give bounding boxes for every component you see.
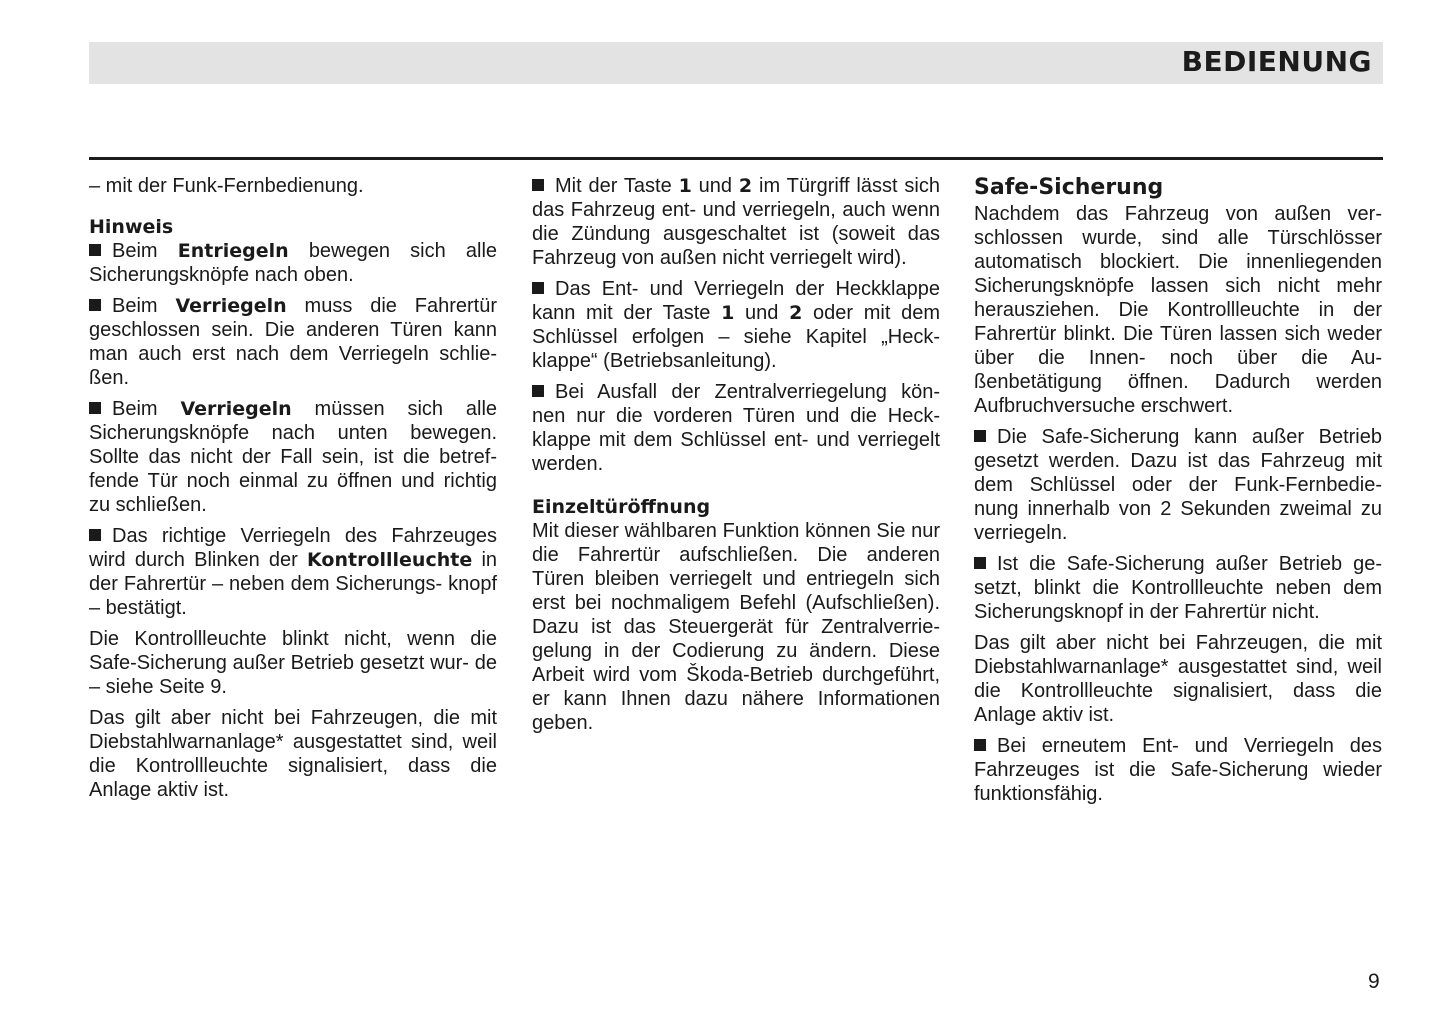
- paragraph: Das Ent- und Verriegeln der Heckklappe kann mit der Taste 1 und 2 oder mit dem Schlüssel erfolgen – siehe Kapitel „Heck- klappe“ (Betriebsanleitung).: [532, 278, 940, 372]
- bullet-square-icon: [89, 529, 101, 541]
- header-rule: [89, 157, 1383, 160]
- paragraph: Das richtige Verriegeln des Fahrzeuges wird durch Blinken der Kontrollleuchte in der Fahrertür – neben dem Sicherungs- knopf – bestätigt.: [89, 525, 498, 619]
- page-title: BEDIENUNG: [1181, 45, 1372, 78]
- column-2: [532, 174, 940, 742]
- bullet-square-icon: [532, 179, 544, 191]
- bullet-square-icon: [89, 402, 101, 414]
- column-1: [89, 174, 497, 809]
- bullet-square-icon: [974, 557, 986, 569]
- bullet-square-icon: [89, 244, 101, 256]
- section-heading-einzeltueroeffnung: Einzeltüröffnung: [532, 496, 711, 518]
- hinweis-heading: Hinweis: [89, 216, 174, 238]
- page-number: 9: [1368, 970, 1380, 993]
- bullet-square-icon: [532, 385, 544, 397]
- paragraph: Beim Verriegeln muss die Fahrertür geschlossen sein. Die anderen Türen kann man auch erst nach dem Verriegeln schlie- ßen.: [89, 295, 497, 389]
- paragraph: Das gilt aber nicht bei Fahrzeugen, die mit Diebstahlwarnanlage* ausgestattet sind, weil die Kontrollleuchte signalisiert, dass die Anlage aktiv ist.: [974, 632, 1382, 726]
- section-heading-safe-sicherung: Safe-Sicherung: [974, 175, 1164, 200]
- paragraph: Die Kontrollleuchte blinkt nicht, wenn die Safe-Sicherung außer Betrieb gesetzt wur- de – siehe Seite 9.: [89, 628, 497, 698]
- bullet-square-icon: [974, 739, 986, 751]
- paragraph: Bei erneutem Ent- und Verriegeln des Fahrzeuges ist die Safe-Sicherung wieder funktionsfähig.: [974, 735, 1382, 805]
- paragraph: Beim Entriegeln bewegen sich alle Sicherungsknöpfe nach oben.: [89, 240, 498, 286]
- bullet-square-icon: [89, 299, 101, 311]
- header-bar: [89, 42, 1383, 84]
- paragraph: Bei Ausfall der Zentralverriegelung kön- nen nur die vorderen Türen und die Heck- klappe mit dem Schlüssel ent- und verriegelt werden.: [532, 381, 940, 475]
- paragraph: Ist die Safe-Sicherung außer Betrieb ge- setzt, blinkt die Kontrollleuchte neben dem Sicherungsknopf in der Fahrertür nicht.: [974, 553, 1382, 623]
- bullet-square-icon: [532, 282, 544, 294]
- paragraph: Nachdem das Fahrzeug von außen ver- schlossen wurde, sind alle Türschlösser automatisch blockiert. Die innenliegenden Sicherungsknöpfe lassen sich nicht mehr herausziehen. Die Kontrollleuchte in der Fahrertür blinkt. Die Türen lassen sich weder über die Innen- noch über die Au- ßenbetätigung öffnen. Dadurch werden Aufbruchversuche erschwert.: [974, 203, 1382, 417]
- column-3: [974, 174, 1382, 813]
- paragraph: Mit der Taste 1 und 2 im Türgriff lässt sich das Fahrzeug ent- und verriegeln, auch wenn die Zündung ausgeschaltet ist (soweit das Fahrzeug von außen nicht verriegelt wird).: [532, 175, 940, 269]
- paragraph: Beim Verriegeln müssen sich alle Sicherungsknöpfe nach unten bewegen. Sollte das nicht der Fall sein, ist die betref- fende Tür noch einmal zu öffnen und richtig zu schließen.: [89, 398, 498, 516]
- paragraph: Das gilt aber nicht bei Fahrzeugen, die mit Diebstahlwarnanlage* ausgestattet sind, weil die Kontrollleuchte signalisiert, dass die Anlage aktiv ist.: [89, 707, 497, 801]
- bullet-square-icon: [974, 430, 986, 442]
- dash-list-item: – mit der Funk-Fernbedienung.: [89, 175, 364, 197]
- paragraph: Mit dieser wählbaren Funktion können Sie nur die Fahrertür aufschließen. Die anderen Türen bleiben verriegelt und entriegeln sich erst bei nochmaligem Befehl (Aufschließen). Dazu ist das Steuergerät für Zentralverrie- gelung in der Codierung zu ändern. Diese Arbeit wird vom Škoda-Betrieb durchgeführt, er kann Ihnen dazu nähere Informationen geben.: [532, 520, 940, 734]
- paragraph: Die Safe-Sicherung kann außer Betrieb gesetzt werden. Dazu ist das Fahrzeug mit dem Schlüssel oder der Funk-Fernbedie- nung innerhalb von 2 Sekunden zweimal zu verriegeln.: [974, 426, 1382, 544]
